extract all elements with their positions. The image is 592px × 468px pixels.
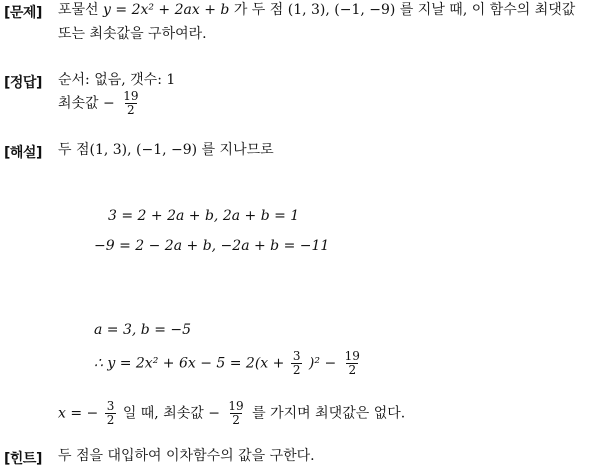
problem-equation: y = 2x² + 2ax + b [103, 2, 230, 18]
concl-frac1-num: 3 [106, 399, 115, 413]
eq4-mid: )² − [308, 355, 337, 372]
concl-suffix: 를 가지며 최댓값은 없다. [252, 405, 406, 422]
concl-prefix: x = − [58, 405, 99, 422]
hint-label: [힌트] [4, 451, 42, 467]
answer-frac-num: 19 [123, 89, 139, 103]
answer-frac-den: 2 [127, 103, 135, 117]
answer-fraction [121, 90, 140, 117]
hint-text: 두 점을 대입하여 이차함수의 값을 구한다. [58, 448, 315, 464]
solution-eq-1: 3 = 2 + 2a + b, 2a + b = 1 [108, 208, 300, 224]
problem-line-2: 또는 최솟값을 구하여라. [58, 26, 207, 42]
eq4-frac2-den: 2 [348, 363, 357, 377]
problem-prefix: 포물선 [58, 2, 99, 18]
problem-mid: 가 두 점 (1, 3), (−1, −9) 를 지날 때, 이 함수의 최댓값 [233, 2, 576, 18]
eq4-frac1-den: 2 [292, 363, 301, 377]
solution-intro: 두 점(1, 3), (−1, −9) 를 지나므로 [58, 142, 274, 158]
concl-fraction-2 [226, 400, 245, 427]
concl-frac2-den: 2 [232, 413, 240, 427]
concl-frac1-den: 2 [106, 413, 115, 427]
concl-fraction-1 [105, 400, 117, 427]
eq4-prefix: ∴ y = 2x² + 6x − 5 = 2(x + [94, 355, 285, 372]
problem-label: [문제] [4, 5, 42, 21]
answer-line-2 [58, 90, 143, 117]
concl-frac2-num: 19 [228, 399, 244, 413]
eq4-frac1-num: 3 [292, 349, 301, 363]
solution-eq-2: −9 = 2 − 2a + b, −2a + b = −11 [94, 238, 330, 254]
eq4-frac2-num: 19 [344, 349, 360, 363]
answer-line-1: 순서: 없음, 갯수: 1 [58, 72, 176, 88]
solution-conclusion [58, 400, 405, 427]
eq4-fraction-2 [343, 350, 362, 377]
answer-label: [정답] [4, 75, 42, 91]
solution-label: [해설] [4, 145, 42, 161]
answer-min-prefix: 최솟값 − [58, 95, 115, 112]
eq4-fraction-1 [291, 350, 303, 377]
solution-eq-4 [94, 350, 364, 377]
solution-eq-3: a = 3, b = −5 [94, 322, 192, 338]
concl-mid: 일 때, 최솟값 − [122, 405, 220, 422]
problem-line-1 [58, 0, 575, 20]
